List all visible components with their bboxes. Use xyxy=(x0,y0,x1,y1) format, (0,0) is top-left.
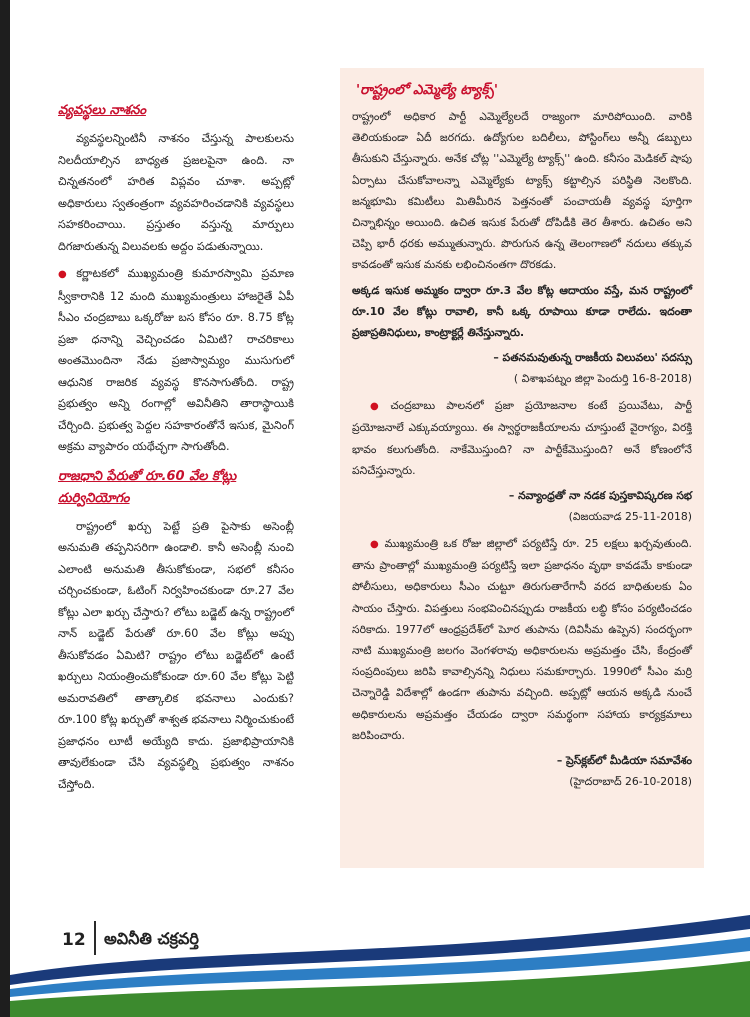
callout-block3-source: (హైదరాబాద్ 26-10-2018) xyxy=(569,775,692,789)
section1-paragraph-2-text: కర్ణాటకలో ముఖ్యమంత్రి కుమారస్వామి ప్రమాణ స్వీకారానికి 12 మంది ముఖ్యమంత్రులు హాజరైతే ఏపీ సీఎం చంద్రబాబు ఒక్కరోజు బస కోసం రూ. 8.75 కోట్ల ప్రజా ధనాన్ని వెచ్చించడం ఏమిటి? రాచరికాలు అంతమొందినా నేడు ప్రజాస్వామ్యం ముసుగులో ఆధునిక రాజరిక వ్యవస్థ కొనసాగుతోంది. రాష్ట్ర ప్రభుత్వం అన్ని రంగాల్లో అవినీతిని తారాస్థాయికి చేర్చింది. ప్రభుత్వ పెద్దల సహకారంతోనే ఇసుక, మైనింగ్ అక్రమ వ్యాపారం యథేచ్ఛగా సాగుతోంది. xyxy=(58,267,294,453)
section1-paragraph-1: వ్యవస్థలన్నింటినీ నాశనం చేస్తున్న పాలకులను నిలదీయాల్సిన బాధ్యత ప్రజలపైనా ఉంది. నా చిన్నతనంలో హరిత విప్లవం చూశా. అప్పట్లో అధికారులు స్వతంత్రంగా వ్యవహరించడానికి వ్యవస్థలు సహకరించాయి. ప్రస్తుతం వస్తున్న మార్పులు దిగజారుతున్న విలువలకు అద్దం పడుతున్నాయి. xyxy=(58,132,294,253)
section2-paragraph-1: రాష్ట్రంలో ఖర్చు పెట్టే ప్రతి పైసాకు అసెంబ్లీ అనుమతి తప్పనిసరిగా ఉండాలి. కానీ అసెంబ్లీ నుంచి ఎలాంటి అనుమతి తీసుకోకుండా, సభలో కనీసం చర్చించకుండా, ఓటింగ్ నిర్వహించకుండా రూ.27 వేల కోట్లు ఎలా ఖర్చు చేస్తారు? లోటు బడ్జెట్ ఉన్న రాష్ట్రంలో నాన్ బడ్జెట్ పేరుతో రూ.60 వేల కోట్లు అప్పు తీసుకోవడం ఏమిటి? రాష్ట్రం లోటు బడ్జెట్‌లో ఉంటే ఖర్చులు నియంత్రించుకోకుండా రూ.60 వేల కోట్లు పెట్టి అమరావతిలో తాత్కాలిక భవనాలు ఎందుకు? రూ.100 కోట్ల ఖర్చుతో శాశ్వత భవనాలు నిర్మించుకుంటే ప్రజాధనం లూటీ అయ్యేది కాదు. ప్రజాభిప్రాయానికి తావులేకుండా చేసి వ్యవస్థల్ని ప్రభుత్వం నాశనం చేస్తోంది. xyxy=(58,519,294,791)
bullet-icon: ● xyxy=(58,269,73,280)
section2-heading-line2: దుర్వినియోగం xyxy=(58,490,130,506)
section2-heading-line1: రాజధాని పేరుతో రూ.60 వేల కోట్లు xyxy=(58,468,237,484)
bullet-icon: ● xyxy=(370,401,387,413)
callout-block1-source: ( విశాఖపట్నం జిల్లా పెందుర్తి 16-8-2018) xyxy=(513,372,692,386)
section-heading-capital-misuse xyxy=(58,466,294,510)
bullet-icon: ● xyxy=(370,539,381,551)
callout-block1-attribution: – పతనమవుతున్న రాజకీయ విలువలు' సదస్సు xyxy=(493,351,692,365)
callout-block3 xyxy=(352,533,692,746)
callout-block2-text: చంద్రబాబు పాలనలో ప్రజా ప్రయోజనాల కంటే ప్రయివేటు, పార్టీ ప్రయోజనాలే ఎక్కువయ్యాయి. ఈ స్వార్థరాజకీయాలను చూస్తుంటే వైరాగ్యం, విరక్తి భావం కలుగుతోంది. నాకేమొస్తుంది? నా పార్టీకేమొస్తుంది? అనే కోణంలోనే పనిచేస్తున్నారు. xyxy=(352,399,692,477)
callout-block2-source: (విజయవాడ 25-11-2018) xyxy=(568,510,692,524)
left-column xyxy=(58,100,294,801)
publication-title: అవినీతి చక్రవర్తి xyxy=(104,929,199,948)
section1-paragraph-2 xyxy=(58,263,294,458)
callout-block3-text: ముఖ్యమంత్రి ఒక రోజు జిల్లాలో పర్యటిస్తే రూ. 25 లక్షలు ఖర్చవుతుంది. తాను ప్రాంతాల్లో ముఖ్యమంత్రి పర్యటిస్తే ఇలా ప్రజాధనం వృథా కావడమే కాకుండా పోలీసులు, అధికారులు సీఎం చుట్టూ తిరుగుతారేగానీ వరద బాధితులకు ఏం సాయం చేస్తారు. విపత్తులు సంభవించినప్పుడు రాజకీయ లబ్ధి కోసం పర్యటించడం సరికాదు. 1977లో ఆంధ్రప్రదేశ్‌లో పెూర తుపాను (దివిసీమ ఉప్పెన) సందర్భంగా నాటి ముఖ్యమంత్రి జలగం వెంగళరావు అధికారులను అప్రమత్తం చేసి, కేంద్రంతో సంప్రదింపులు జరిపి కావాల్సినన్ని నిధులు సమకూర్చారు. 1990లో సీఎం మర్రి చెన్నారెడ్డి విదేశాల్లో ఉండగా తుపాను వచ్చింది. అప్పట్లో ఆయన అక్కడి నుంచే అధికారులను అప్రమత్తం చేయడం ద్వారా సమర్థంగా సహాయ కార్యక్రమాలు జరిపించారు. xyxy=(352,537,692,742)
page-number: 12 xyxy=(62,930,86,950)
section-heading-systems-destroyed: వ్యవస్థలు నాశనం xyxy=(58,103,146,118)
footer-wave-decoration xyxy=(10,905,750,1017)
callout-block3-attribution: – ప్రెస్‌క్లబ్‌లో మీడియా సమావేశం xyxy=(556,754,692,768)
callout-block1-text: రాష్ట్రంలో అధికార పార్టీ ఎమ్మెల్యేలదే రాజ్యంగా మారిపోయింది. వారికి తెలియకుండా ఏదీ జరగదు. ఉద్యోగుల బదిలీలు, పోస్టింగ్‌లు అన్నీ డబ్బులు తీసుకుని చేస్తున్నారు. అనేక చోట్ల ''ఎమ్మెల్యే ట్యాక్స్'' ఉంది. కనీసం మెడికల్ షాపు ఏర్పాటు చేసుకోవాలన్నా ఎమ్మెల్యేకు ట్యాక్స్ కట్టాల్సిన పరిస్థితి నెలకొంది. జన్మభూమి కమిటీలు మితిమీరిన పెత్తనంతో పంచాయతీ వ్యవస్థ పూర్తిగా చిన్నాభిన్నం అయింది. ఉచిత ఇసుక పేరుతో దోపిడీకి తెర తీశారు. ఉచితం అని చెప్పి భారీ ధరకు అమ్ముతున్నారు. పొరుగున ఉన్న తెలంగాణలో నదులు తక్కువ కావడంతో ఇసుక మనకు లభించినంతగా దొరకడు. xyxy=(352,110,692,272)
callout-title: 'రాష్ట్రంలో ఎమ్మెల్యే ట్యాక్స్' xyxy=(356,82,499,98)
quote-callout-box xyxy=(340,68,704,868)
callout-block2 xyxy=(352,395,692,481)
callout-block2-attribution: – నవ్యాంధ్రతో నా నడక పుస్తకావిష్కరణ సభ xyxy=(508,489,692,503)
callout-block1-bold-text: అక్కడ ఇసుక అమ్మకం ద్వారా రూ.3 వేల కోట్ల ఆదాయం వస్తే, మన రాష్ట్రంలో రూ.10 వేల కోట్లు రావాలి, కానీ ఒక్క రూపాయి కూడా రాలేదు. ఇదంతా ప్రజాప్రతినిధులు, కాంట్రాక్టర్లే తినేస్తున్నారు. xyxy=(352,283,692,340)
document-page xyxy=(10,0,750,1017)
